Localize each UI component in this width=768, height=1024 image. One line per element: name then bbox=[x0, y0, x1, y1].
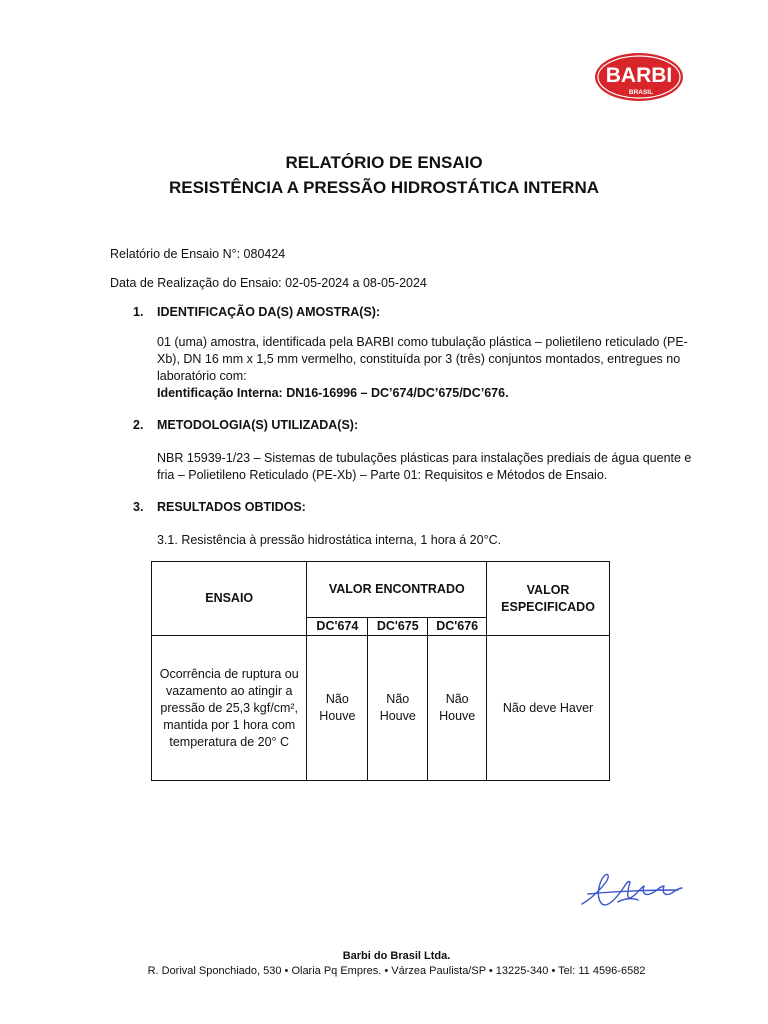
subsection-3-1: 3.1. Resistência à pressão hidrostática interna, 1 hora á 20°C. bbox=[157, 533, 502, 547]
cell-result: Não Houve bbox=[368, 636, 428, 781]
section-2-heading bbox=[133, 417, 358, 434]
sample-description: 01 (uma) amostra, identificada pela BARBI como tubulação plástica – polietileno reticulado (PE-Xb), DN 16 mm x 1,5 mm vermelho, constituída por 3 (três) conjuntos montados, entregues no laboratório com: bbox=[157, 335, 688, 383]
section-3-heading bbox=[133, 499, 306, 516]
section-number: 1. bbox=[133, 305, 144, 319]
cell-result: Não Houve bbox=[428, 636, 487, 781]
report-subtitle: RESISTÊNCIA A PRESSÃO HIDROSTÁTICA INTERNA bbox=[168, 178, 600, 197]
header-sample: DC'674 bbox=[307, 618, 368, 636]
section-number: 3. bbox=[133, 500, 144, 514]
handwritten-signature bbox=[578, 868, 688, 912]
report-number: Relatório de Ensaio N°: 080424 bbox=[110, 247, 286, 261]
footer-address: R. Dorival Sponchiado, 530 • Olaria Pq Empres. • Várzea Paulista/SP • 13225-340 • Tel: 11 4596-6582 bbox=[147, 965, 646, 977]
results-table bbox=[151, 561, 610, 781]
footer-company: Barbi do Brasil Ltda. bbox=[342, 950, 451, 962]
section-number: 2. bbox=[133, 418, 144, 432]
section-title: METODOLOGIA(S) UTILIZADA(S): bbox=[157, 418, 359, 432]
cell-result: Não Houve bbox=[307, 636, 368, 781]
section-1-body bbox=[157, 334, 697, 402]
logo-sub-text: BRASIL bbox=[628, 89, 654, 96]
test-date: Data de Realização do Ensaio: 02-05-2024 a 08-05-2024 bbox=[110, 276, 427, 290]
cell-specified: Não deve Haver bbox=[487, 636, 610, 781]
logo-brand-text: BARBI bbox=[605, 64, 673, 87]
header-valor-especificado: VALOR ESPECIFICADO bbox=[487, 562, 610, 636]
header-valor-encontrado: VALOR ENCONTRADO bbox=[307, 562, 487, 618]
barbi-logo bbox=[594, 52, 684, 102]
section-title: RESULTADOS OBTIDOS: bbox=[157, 500, 306, 514]
section-1-heading bbox=[133, 304, 380, 321]
section-title: IDENTIFICAÇÃO DA(S) AMOSTRA(S): bbox=[157, 305, 381, 319]
internal-identification: Identificação Interna: DN16-16996 – DC’674/DC’675/DC’676. bbox=[157, 386, 509, 400]
header-sample: DC'676 bbox=[428, 618, 487, 636]
header-sample: DC'675 bbox=[368, 618, 428, 636]
cell-ensaio-description: Ocorrência de ruptura ou vazamento ao atingir a pressão de 25,3 kgf/cm², mantida por 1 hora com temperatura de 20° C bbox=[152, 636, 307, 781]
report-title: RELATÓRIO DE ENSAIO bbox=[285, 153, 483, 172]
header-ensaio: ENSAIO bbox=[152, 562, 307, 636]
methodology-text: NBR 15939-1/23 – Sistemas de tubulações plásticas para instalações prediais de água quente e fria – Polietileno Reticulado (PE-Xb) – Parte 01: Requisitos e Métodos de Ensaio. bbox=[157, 451, 692, 482]
